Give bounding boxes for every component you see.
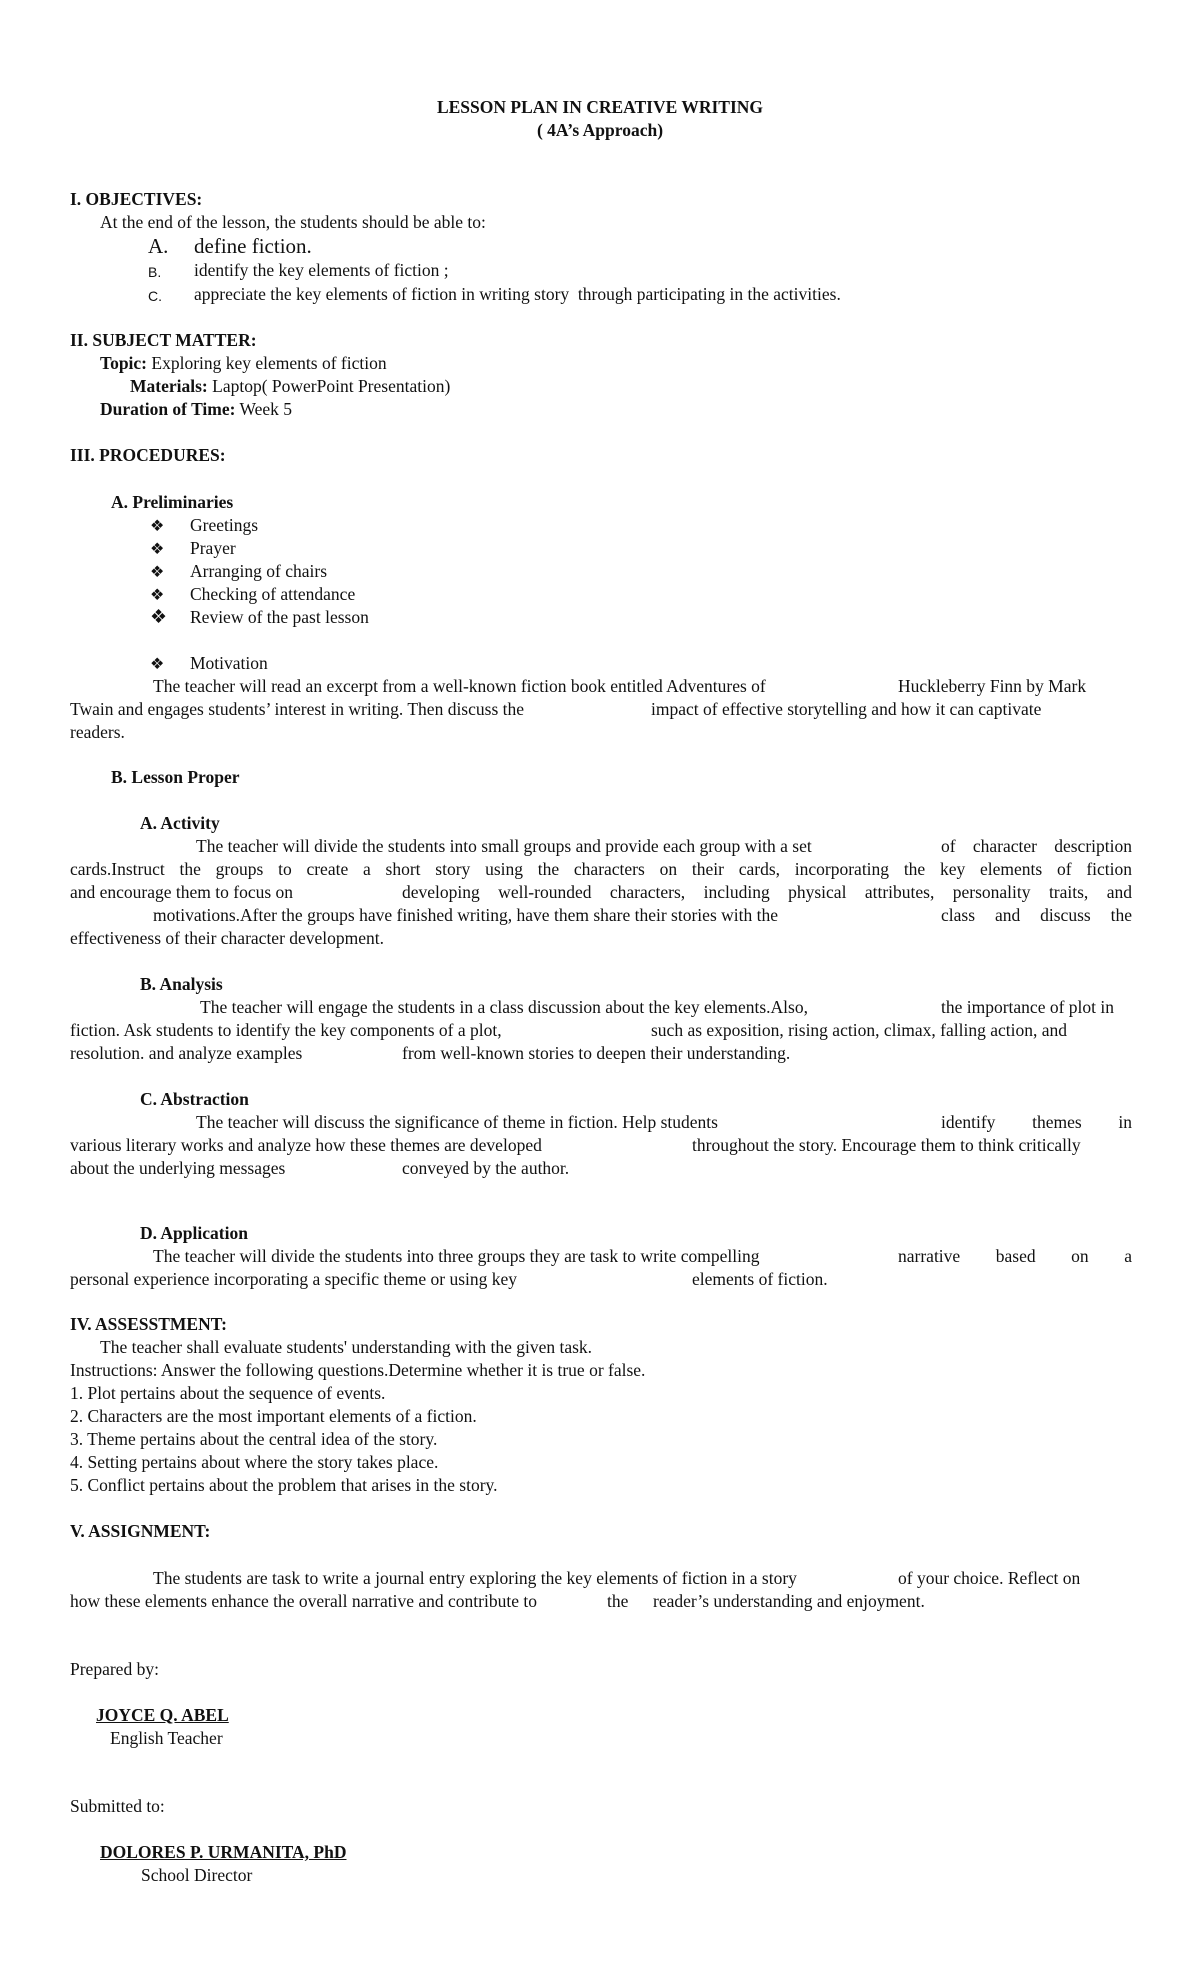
application-line-2b: elements of fiction.	[692, 1269, 828, 1289]
activity-line-5: effectiveness of their character development.	[70, 928, 385, 948]
abstraction-line-3b: conveyed by the author.	[402, 1158, 570, 1178]
assessment-heading: IV. ASSESSTMENT:	[70, 1314, 227, 1334]
preliminary-attendance: Checking of attendance	[190, 584, 356, 604]
motivation-line-2b: impact of effective storytelling and how it can captivate	[651, 699, 1042, 719]
assignment-line-2b: the	[607, 1591, 629, 1611]
activity-line-3a: and encourage them to focus on	[70, 882, 294, 902]
objective-b-marker: B.	[148, 264, 162, 280]
lesson-proper-heading: B. Lesson Proper	[111, 767, 240, 787]
diamond-bullet-icon: ❖	[150, 541, 165, 558]
procedures-heading: III. PROCEDURES:	[70, 445, 226, 465]
analysis-line-1a: The teacher will engage the students in a class discussion about the key elements.Also,	[200, 997, 808, 1017]
preliminary-review: Review of the past lesson	[190, 607, 369, 627]
question-3: 3. Theme pertains about the central idea of the story.	[70, 1429, 438, 1449]
materials-label: Materials:	[130, 376, 208, 396]
submitted-to-name: DOLORES P. URMANITA, PhD	[100, 1842, 347, 1862]
application-line-1a: The teacher will divide the students into three groups they are task to write compelling	[153, 1246, 760, 1266]
materials-value: Laptop( PowerPoint Presentation)	[212, 376, 451, 396]
list-item	[150, 606, 369, 629]
list-item	[150, 514, 258, 538]
activity-line-1a: The teacher will divide the students into small groups and provide each group with a set	[196, 836, 812, 856]
analysis-line-2b: such as exposition, rising action, climax, falling action, and	[651, 1020, 1068, 1040]
materials-line	[130, 375, 450, 398]
objective-a-text: define fiction.	[194, 234, 312, 258]
diamond-bullet-icon: ❖	[150, 607, 168, 628]
activity-line-4b: class and discuss the	[941, 905, 1132, 925]
topic-value: Exploring key elements of fiction	[151, 353, 387, 373]
assignment-line-2c: reader’s understanding and enjoyment.	[653, 1591, 925, 1611]
objective-c-text: appreciate the key elements of fiction in writing story through participating in the activities.	[194, 284, 841, 304]
prepared-by-label: Prepared by:	[70, 1659, 159, 1679]
application-line-1b: narrative based on a	[898, 1246, 1132, 1266]
prepared-by-name: JOYCE Q. ABEL	[96, 1705, 229, 1725]
analysis-heading: B. Analysis	[140, 974, 223, 994]
motivation-line-3: readers.	[70, 722, 125, 742]
objectives-heading: I. OBJECTIVES:	[70, 189, 203, 209]
diamond-bullet-icon: ❖	[150, 587, 165, 604]
duration-value: Week 5	[239, 399, 293, 419]
question-2: 2. Characters are the most important elements of a fiction.	[70, 1406, 477, 1426]
topic-label: Topic:	[100, 353, 148, 373]
assignment-line-2a: how these elements enhance the overall narrative and contribute to	[70, 1591, 537, 1611]
analysis-line-2a: fiction. Ask students to identify the key components of a plot,	[70, 1020, 502, 1040]
analysis-line-1b: the importance of plot in	[941, 997, 1115, 1017]
duration-label: Duration of Time:	[100, 399, 236, 419]
assignment-line-1b: of your choice. Reflect on	[898, 1568, 1081, 1588]
application-heading: D. Application	[140, 1223, 248, 1243]
submitted-to-label: Submitted to:	[70, 1796, 165, 1816]
topic-line	[100, 352, 387, 375]
assignment-line-1a: The students are task to write a journal entry exploring the key elements of fiction in a story	[153, 1568, 797, 1588]
analysis-line-3a: resolution. and analyze examples	[70, 1043, 303, 1063]
objective-b-text: identify the key elements of fiction ;	[194, 260, 449, 280]
question-5: 5. Conflict pertains about the problem that arises in the story.	[70, 1475, 498, 1495]
motivation-line-1a: The teacher will read an excerpt from a well-known fiction book entitled Adventures of	[153, 676, 766, 696]
list-item	[150, 583, 355, 607]
assignment-heading: V. ASSIGNMENT:	[70, 1521, 211, 1541]
diamond-bullet-icon: ❖	[150, 518, 165, 535]
document-subtitle: ( 4A’s Approach)	[536, 120, 664, 140]
list-item	[150, 560, 327, 584]
abstraction-line-2b: throughout the story. Encourage them to think critically	[692, 1135, 1081, 1155]
motivation-line-1b: Huckleberry Finn by Mark	[898, 676, 1087, 696]
objective-c-marker: C.	[148, 288, 162, 304]
application-line-2a: personal experience incorporating a specific theme or using key	[70, 1269, 518, 1289]
document-title: LESSON PLAN IN CREATIVE WRITING	[436, 97, 764, 117]
objective-a-marker: A.	[148, 234, 169, 258]
prepared-by-role: English Teacher	[110, 1728, 223, 1748]
preliminary-greetings: Greetings	[190, 515, 259, 535]
abstraction-line-3a: about the underlying messages	[70, 1158, 286, 1178]
list-item	[150, 537, 236, 561]
assessment-line-1: The teacher shall evaluate students' understanding with the given task.	[100, 1337, 593, 1357]
submitted-to-role: School Director	[141, 1865, 253, 1885]
activity-line-2: cards.Instruct the groups to create a short story using the characters on their cards, incorporating the key elements of fiction	[70, 859, 1132, 879]
motivation-label: Motivation	[190, 653, 268, 673]
abstraction-line-1b: identify themes in	[941, 1112, 1132, 1132]
abstraction-line-2a: various literary works and analyze how these themes are developed	[70, 1135, 542, 1155]
abstraction-line-1a: The teacher will discuss the significance of theme in fiction. Help students	[196, 1112, 718, 1132]
assessment-instructions: Instructions: Answer the following questions.Determine whether it is true or false.	[70, 1360, 646, 1380]
question-1: 1. Plot pertains about the sequence of events.	[70, 1383, 386, 1403]
activity-line-4a: motivations.After the groups have finished writing, have them share their stories with the	[153, 905, 778, 925]
preliminary-prayer: Prayer	[190, 538, 236, 558]
preliminary-arranging: Arranging of chairs	[190, 561, 328, 581]
activity-line-3b: developing well-rounded characters, including physical attributes, personality traits, and	[402, 882, 1132, 902]
diamond-bullet-icon: ❖	[150, 656, 165, 673]
abstraction-heading: C. Abstraction	[140, 1089, 249, 1109]
question-4: 4. Setting pertains about where the story takes place.	[70, 1452, 439, 1472]
list-item	[150, 652, 268, 676]
objectives-intro: At the end of the lesson, the students should be able to:	[100, 212, 486, 232]
activity-heading: A. Activity	[140, 813, 220, 833]
analysis-line-3b: from well-known stories to deepen their understanding.	[402, 1043, 791, 1063]
preliminaries-heading: A. Preliminaries	[111, 492, 234, 512]
diamond-bullet-icon: ❖	[150, 564, 165, 581]
duration-line	[100, 398, 292, 421]
subject-matter-heading: II. SUBJECT MATTER:	[70, 330, 257, 350]
activity-line-1b: of character description	[941, 836, 1132, 856]
motivation-line-2a: Twain and engages students’ interest in writing. Then discuss the	[70, 699, 525, 719]
